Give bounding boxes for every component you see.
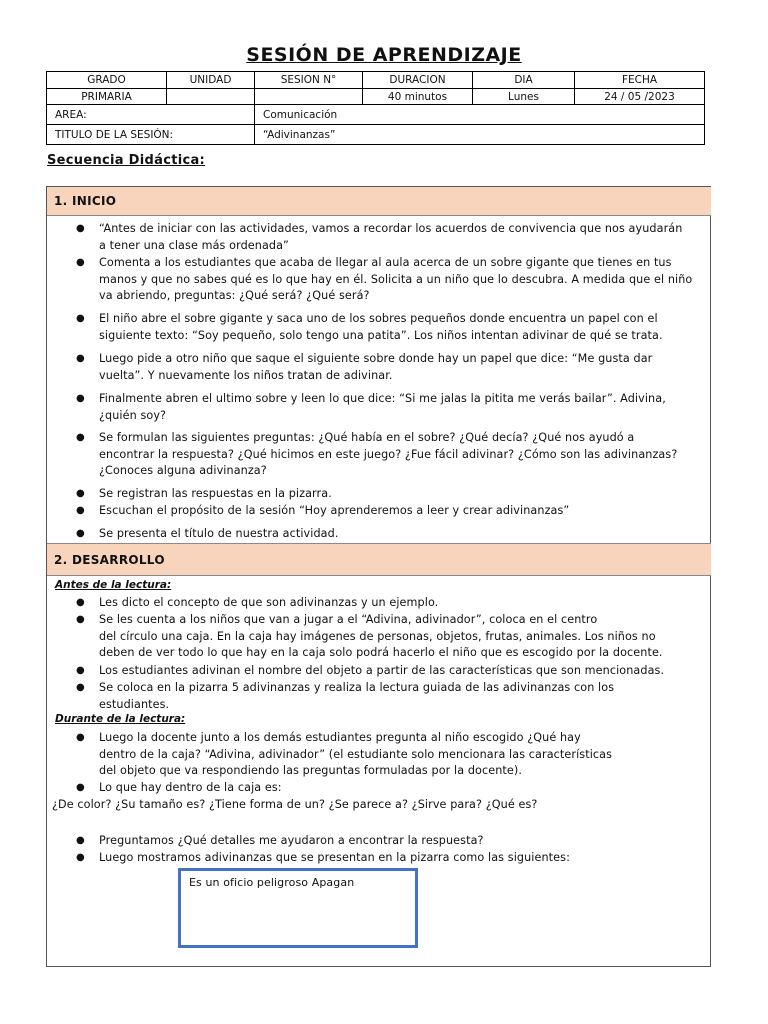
list-item-line: Luego mostramos adivinanzas que se presentan en la pizarra como las siguientes: [99, 851, 570, 864]
list-item-line: deben de ver todo lo que hay en la caja solo podrá hacerlo el niño que es escogido por la docente. [99, 646, 663, 659]
list-item-line: manos y que no sabes qué es lo que hay en él. Solicita a un niño que lo descubra. A medida que el niño [99, 272, 693, 286]
page-title: SESIÓN DE APRENDIZAJE [246, 44, 522, 66]
inicio-header: 1. INICIO [47, 187, 711, 216]
list-item-line: “Antes de iniciar con las actividades, vamos a recordar los acuerdos de convivencia que nos ayudarán [99, 222, 683, 235]
list-item-line: Se coloca en la pizarra 5 adivinanzas y realiza la lectura guiada de las adivinanzas con los [99, 681, 615, 694]
list-item-line: vuelta”. Y nuevamente los niños tratan de adivinar. [99, 368, 393, 382]
list-item-line: ¿Conoces alguna adivinanza? [99, 464, 267, 477]
riddle-box [178, 868, 418, 948]
list-item-line: ¿quién soy? [99, 408, 167, 422]
antes-label: Antes de la lectura: [55, 579, 172, 591]
bullet-icon: ● [76, 313, 85, 324]
sequence-heading: Secuencia Didáctica: [47, 153, 206, 168]
dia-label: DIA [473, 72, 575, 89]
list-item-line: Les dicto el concepto de que son adivinanzas y un ejemplo. [99, 596, 439, 609]
list-item-line: Comenta a los estudiantes que acaba de llegar al aula acerca de un sobre gigante que tienes en tus [99, 256, 672, 269]
duracion-value: 40 minutos [363, 89, 473, 105]
bullet-icon: ● [76, 393, 85, 404]
list-item-line: Se formulan las siguientes preguntas: ¿Qué había en el sobre? ¿Qué decía? ¿Qué nos ayudó a [99, 431, 635, 444]
area-label: AREA: [47, 105, 255, 125]
grado-label: GRADO [47, 72, 167, 89]
bullet-icon: ● [76, 488, 85, 499]
list-item-line: encontrar la respuesta? ¿Qué hicimos en este juego? ¿Fue fácil adivinar? ¿Cómo son las adivinanzas? [99, 447, 678, 461]
bullet-icon: ● [76, 223, 85, 234]
bullet-icon: ● [76, 597, 85, 608]
unidad-value [167, 89, 255, 105]
sesion-value [255, 89, 363, 105]
list-item-line: Finalmente abren el ultimo sobre y leen lo que dice: “Si me jalas la pitita me verás bailar”. Adivina, [99, 392, 666, 405]
desarrollo-header: 2. DESARROLLO [47, 543, 711, 576]
list-item-line: Se presenta el título de nuestra actividad. [99, 527, 339, 540]
titulo-value: “Adivinanzas” [255, 125, 705, 145]
list-item-line: Preguntamos ¿Qué detalles me ayudaron a encontrar la respuesta? [99, 834, 484, 847]
fecha-value: 24 / 05 /2023 [575, 89, 705, 105]
list-item-line: del objeto que va respondiendo las preguntas formuladas por la docente). [99, 764, 522, 777]
bullet-icon: ● [76, 665, 85, 676]
session-info-table [46, 71, 705, 145]
fecha-label: FECHA [575, 72, 705, 89]
list-item-line: del círculo una caja. En la caja hay imágenes de personas, objetos, frutas, animales. Los niños no [99, 629, 656, 643]
list-item-line: El niño abre el sobre gigante y saca uno de los sobres pequeños donde encuentra un papel con el [99, 312, 658, 325]
bullet-icon: ● [76, 432, 85, 443]
bullet-icon: ● [76, 257, 85, 268]
list-item-line: siguiente texto: “Soy pequeño, solo tengo una patita”. Los niños intentan adivinar de qué se trata. [99, 328, 663, 342]
list-item-line: Los estudiantes adivinan el nombre del objeto a partir de las características que son mencionadas. [99, 664, 665, 677]
grado-value: PRIMARIA [47, 89, 167, 105]
bullet-icon: ● [76, 353, 85, 364]
bullet-icon: ● [76, 835, 85, 846]
unidad-label: UNIDAD [167, 72, 255, 89]
area-value: Comunicación [255, 105, 705, 125]
durante-label: Durante de la lectura: [55, 713, 186, 725]
list-item-line: a tener una clase más ordenada” [99, 238, 289, 252]
list-item-line: estudiantes. [99, 697, 170, 711]
duracion-label: DURACION [363, 72, 473, 89]
list-item-line: Luego pide a otro niño que saque el siguiente sobre donde hay un papel que dice: “Me gusta dar [99, 352, 653, 365]
bullet-icon: ● [76, 528, 85, 539]
list-item-line: va abriendo, preguntas: ¿Qué será? ¿Qué será? [99, 289, 370, 302]
questions-line: ¿De color? ¿Su tamaño es? ¿Tiene forma de un? ¿Se parece a? ¿Sirve para? ¿Qué es? [52, 798, 538, 811]
list-item-line: Lo que hay dentro de la caja es: [99, 781, 282, 794]
dia-value: Lunes [473, 89, 575, 105]
bullet-icon: ● [76, 852, 85, 863]
bullet-icon: ● [76, 682, 85, 693]
bullet-icon: ● [76, 732, 85, 743]
list-item-line: dentro de la caja? “Adivina, adivinador” (el estudiante solo mencionara las características [99, 747, 613, 761]
list-item-line: Luego la docente junto a los demás estudiantes pregunta al niño escogido ¿Qué hay [99, 731, 581, 744]
bullet-icon: ● [76, 505, 85, 516]
list-item-line: Escuchan el propósito de la sesión “Hoy aprenderemos a leer y crear adivinanzas” [99, 504, 570, 517]
sesion-label: SESION N° [255, 72, 363, 89]
list-item-line: Se les cuenta a los niños que van a jugar a el “Adivina, adivinador”, coloca en el centro [99, 613, 598, 626]
titulo-label: TITULO DE LA SESIÓN: [47, 125, 255, 145]
list-item-line: Se registran las respuestas en la pizarra. [99, 487, 332, 500]
bullet-icon: ● [76, 782, 85, 793]
bullet-icon: ● [76, 614, 85, 625]
riddle-text: Es un oficio peligroso Apagan [189, 876, 355, 889]
